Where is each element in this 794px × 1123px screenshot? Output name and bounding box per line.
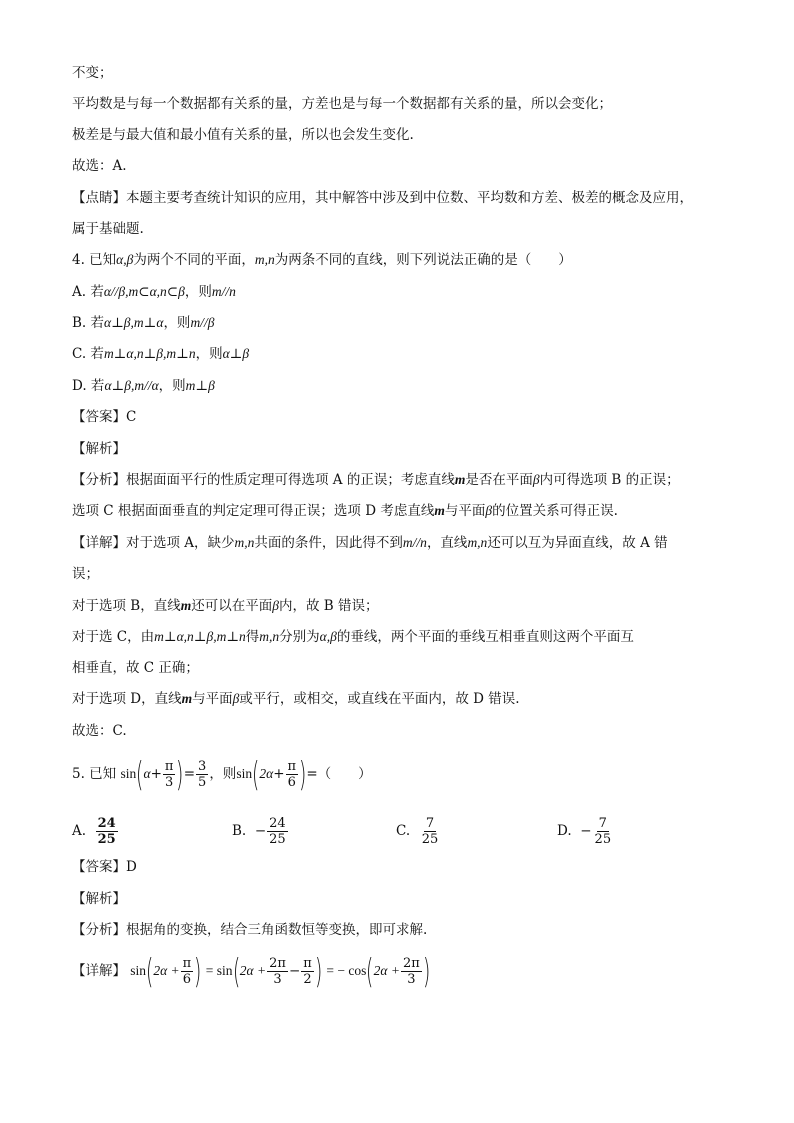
question-5-option-c bbox=[396, 816, 441, 847]
text: 共面的条件，因此得不到 bbox=[254, 535, 403, 551]
text-line: 平均数是与每一个数据都有关系的量，方差也是与每一个数据都有关系的量，所以会变化； bbox=[72, 96, 612, 112]
option-label: B. bbox=[232, 823, 247, 839]
text: 与平面 bbox=[192, 691, 233, 707]
detail-equation bbox=[72, 949, 430, 993]
text: ，则 bbox=[158, 378, 186, 394]
numerator: 2π bbox=[269, 956, 286, 971]
text: 5. 已知 bbox=[72, 766, 117, 782]
math: m//n bbox=[402, 535, 427, 550]
denominator: 3 bbox=[273, 972, 282, 987]
paren-open: ( bbox=[146, 951, 154, 992]
numerator: 24 bbox=[97, 816, 116, 831]
math: α⊥β bbox=[222, 346, 250, 361]
fraction bbox=[96, 816, 118, 847]
text-line: 故选：A. bbox=[72, 158, 127, 174]
math: α⊥β,m⊥α bbox=[104, 315, 164, 330]
math: m bbox=[181, 691, 193, 706]
text: 为两条不同的直线，则下列说法正确的是（ ） bbox=[274, 252, 572, 268]
question-5-option-d bbox=[557, 816, 614, 847]
numerator: π bbox=[182, 956, 192, 971]
fraction bbox=[267, 956, 288, 987]
detail-text: 相垂直，故 C 正确； bbox=[72, 660, 199, 676]
text: D. 若 bbox=[72, 378, 105, 394]
text: 还可以在平面 bbox=[191, 598, 273, 614]
text: 选项 C 根据面面垂直的判定定理可得正误；选项 D 考虑直线 bbox=[72, 503, 435, 519]
detail-text bbox=[72, 627, 634, 647]
denominator: 3 bbox=[407, 972, 416, 987]
math: m,n bbox=[467, 535, 488, 550]
text: ，则 bbox=[184, 284, 212, 300]
paren-close: ) bbox=[176, 754, 184, 795]
text: =（ ） bbox=[306, 766, 372, 782]
math: − bbox=[580, 823, 592, 839]
question-4-stem bbox=[72, 250, 572, 270]
option-label: A. bbox=[72, 823, 87, 839]
analysis-text bbox=[72, 470, 680, 490]
paren-close: ) bbox=[422, 951, 431, 992]
math: m⊥α,n⊥β,m⊥n bbox=[154, 629, 246, 644]
math: = − cos bbox=[326, 963, 367, 978]
math: α//β,m⊂α,n⊂β bbox=[103, 284, 185, 299]
fraction bbox=[196, 759, 208, 790]
math: m//β bbox=[190, 315, 215, 330]
math: sin bbox=[120, 766, 137, 781]
numerator: π bbox=[164, 759, 174, 774]
fraction bbox=[420, 816, 441, 847]
text: 分别为 bbox=[279, 629, 320, 645]
math: α bbox=[143, 766, 151, 781]
text-line: 极差是与最大值和最小值有关系的量，所以也会发生变化. bbox=[72, 127, 414, 143]
math: m bbox=[434, 503, 445, 518]
fraction bbox=[301, 956, 314, 987]
question-5-option-a bbox=[72, 816, 119, 847]
math: m,n bbox=[234, 535, 255, 550]
math: m bbox=[180, 598, 192, 613]
denominator: 25 bbox=[97, 832, 116, 847]
denominator: 6 bbox=[287, 775, 296, 790]
math: − bbox=[254, 823, 267, 839]
question-4-option-b bbox=[72, 313, 214, 333]
text: A. 若 bbox=[72, 284, 104, 300]
text-line: 不变； bbox=[72, 65, 113, 81]
fraction bbox=[593, 816, 614, 847]
denominator: 25 bbox=[421, 832, 439, 847]
text: 对于选项 B，直线 bbox=[72, 598, 181, 614]
text: ，直线 bbox=[426, 535, 468, 551]
math: 2α + bbox=[373, 963, 400, 978]
math: β bbox=[272, 598, 279, 613]
denominator: 25 bbox=[594, 832, 612, 847]
analysis-text bbox=[72, 501, 618, 521]
text: 【详解】 bbox=[72, 963, 126, 979]
text: 对于选 C，由 bbox=[72, 629, 155, 645]
math: m bbox=[454, 472, 466, 487]
math: 2α bbox=[259, 766, 274, 781]
math: − bbox=[288, 963, 301, 979]
numerator: 7 bbox=[425, 816, 435, 831]
fraction bbox=[163, 759, 176, 790]
numerator: 24 bbox=[269, 816, 286, 831]
question-4-option-a bbox=[72, 282, 236, 302]
text: B. 若 bbox=[72, 315, 105, 331]
detail-text: 故选：C. bbox=[72, 723, 127, 739]
math: sin bbox=[236, 766, 253, 781]
numerator: π bbox=[303, 956, 312, 971]
denominator: 3 bbox=[165, 775, 174, 790]
math: α,β bbox=[319, 629, 337, 644]
text: 为两个不同的平面， bbox=[133, 252, 255, 268]
text-line: 【点睛】本题主要考查统计知识的应用，其中解答中涉及到中位数、平均数和方差、极差的概念及应用， bbox=[72, 190, 693, 206]
text: 是否在平面 bbox=[465, 472, 533, 488]
text: ，则 bbox=[209, 766, 237, 782]
detail-text bbox=[72, 596, 378, 616]
math: α⊥β,m//α bbox=[104, 378, 159, 393]
math: sin bbox=[130, 963, 147, 978]
math: = sin bbox=[205, 963, 233, 978]
math: + bbox=[273, 766, 285, 782]
paren-close: ) bbox=[194, 951, 202, 992]
numerator: 7 bbox=[598, 816, 607, 831]
denominator: 6 bbox=[182, 972, 192, 987]
math: β bbox=[232, 691, 240, 706]
text: 内，故 B 错误； bbox=[278, 598, 379, 614]
detail-text bbox=[72, 533, 668, 553]
numerator: 2π bbox=[402, 956, 420, 971]
option-label: C. bbox=[396, 823, 411, 839]
text: 的位置关系可得正误. bbox=[492, 503, 618, 519]
analysis-text: 【分析】根据角的变换，结合三角函数恒等变换，即可求解. bbox=[72, 922, 428, 938]
paren-close: ) bbox=[314, 951, 323, 992]
answer-label: 【答案】D bbox=[72, 859, 137, 875]
paren-close: ) bbox=[299, 754, 307, 795]
math: β bbox=[485, 503, 493, 518]
detail-text: 误； bbox=[72, 566, 99, 582]
text: 【详解】对于选项 A，缺少 bbox=[72, 535, 235, 551]
text: C. 若 bbox=[72, 346, 104, 362]
math: 2α + bbox=[153, 963, 180, 978]
math: m//n bbox=[211, 284, 236, 299]
fraction bbox=[401, 956, 422, 987]
math: = bbox=[183, 766, 196, 782]
denominator: 25 bbox=[269, 832, 286, 847]
answer-label: 【答案】C bbox=[72, 409, 137, 425]
math: m⊥α,n⊥β,m⊥n bbox=[103, 346, 196, 361]
text: 对于选项 D，直线 bbox=[72, 691, 182, 707]
question-5-stem bbox=[72, 752, 372, 796]
detail-text bbox=[72, 689, 520, 709]
text: ，则 bbox=[195, 346, 223, 362]
analysis-label: 【解析】 bbox=[72, 441, 126, 457]
numerator: 3 bbox=[198, 759, 207, 774]
text: 或平行，或相交，或直线在平面内，故 D 错误. bbox=[239, 691, 520, 707]
math: α,β bbox=[116, 252, 134, 267]
paren-open: ( bbox=[232, 951, 240, 992]
text: 的垂线，两个平面的垂线互相垂直则这两个平面互 bbox=[336, 629, 634, 645]
math: m,n bbox=[254, 252, 275, 267]
option-label: D. bbox=[557, 823, 572, 839]
math: + bbox=[150, 766, 162, 782]
text: 内可得选项 B 的正误； bbox=[539, 472, 680, 488]
analysis-label: 【解析】 bbox=[72, 891, 126, 907]
math: 2α + bbox=[239, 963, 267, 978]
math: β bbox=[532, 472, 540, 487]
question-4-option-d bbox=[72, 376, 215, 396]
question-4-option-c bbox=[72, 344, 249, 364]
text-line: 属于基础题. bbox=[72, 221, 144, 237]
paren-open: ( bbox=[136, 754, 144, 795]
denominator: 2 bbox=[303, 972, 312, 987]
question-5-option-b bbox=[232, 816, 289, 847]
math: m,n bbox=[259, 629, 280, 644]
text: 【分析】根据面面平行的性质定理可得选项 A 的正误；考虑直线 bbox=[72, 472, 455, 488]
numerator: π bbox=[287, 759, 297, 774]
fraction bbox=[286, 759, 299, 790]
math: m⊥β bbox=[185, 378, 215, 393]
text: ，则 bbox=[163, 315, 191, 331]
text: 与平面 bbox=[444, 503, 486, 519]
text: 得 bbox=[245, 629, 260, 645]
denominator: 5 bbox=[198, 775, 207, 790]
paren-open: ( bbox=[366, 951, 374, 992]
fraction bbox=[267, 816, 288, 847]
fraction bbox=[181, 956, 194, 987]
text: 4. 已知 bbox=[72, 252, 117, 268]
paren-open: ( bbox=[252, 754, 260, 795]
text: 还可以互为异面直线，故 A 错 bbox=[487, 535, 668, 551]
